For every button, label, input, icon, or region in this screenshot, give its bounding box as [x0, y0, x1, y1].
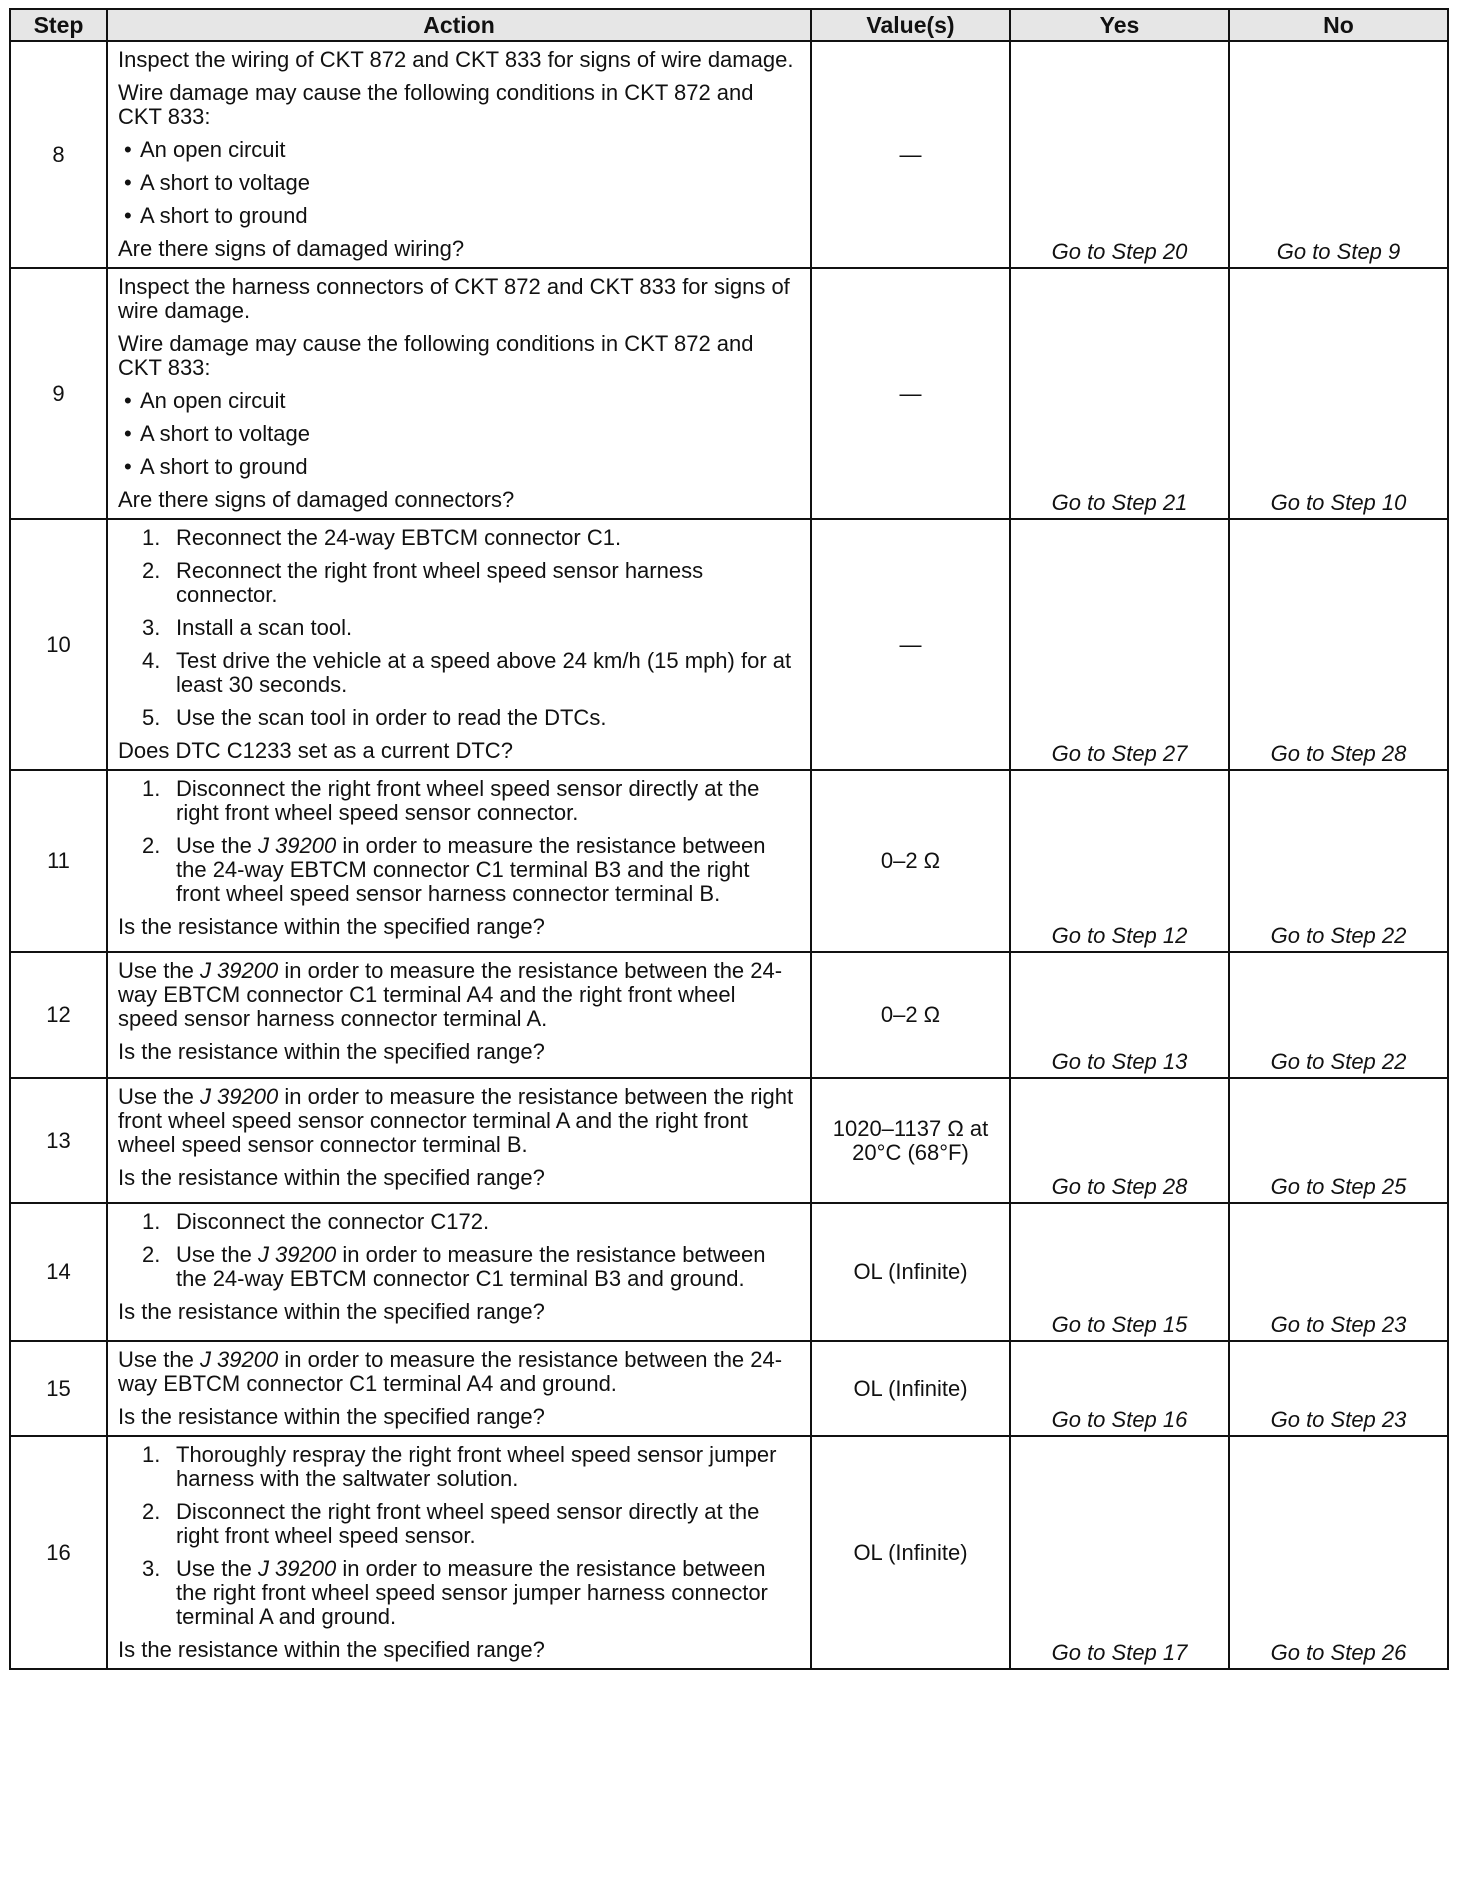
header-action: Action: [107, 9, 811, 41]
action-question: Are there signs of damaged wiring?: [118, 236, 465, 261]
action-cell: [107, 1341, 811, 1436]
step-index: 2.: [142, 1499, 161, 1524]
value-cell: 1020–1137 Ω at 20°C (68°F): [811, 1078, 1010, 1203]
table-row: [10, 268, 1448, 519]
step-index: 2.: [142, 558, 161, 583]
yes-result: Go to Step 21: [1010, 268, 1229, 519]
value-cell: 0–2 Ω: [811, 952, 1010, 1078]
action-text: Reconnect the right front wheel speed sensor harness connector.: [176, 558, 704, 607]
action-question: Is the resistance within the specified range?: [118, 1299, 545, 1324]
action-text: Disconnect the right front wheel speed sensor directly at the right front wheel speed sensor connector.: [176, 776, 760, 825]
step-index: 5.: [142, 705, 161, 730]
procedure-step: [118, 777, 798, 825]
tool-name: J 39200: [257, 833, 337, 858]
action-paragraph: [118, 275, 798, 323]
action-cell: [107, 952, 811, 1078]
action-text: Wire damage may cause the following conditions in CKT 872 and CKT 833:: [118, 331, 754, 380]
step-index: 1.: [142, 525, 161, 550]
action-paragraph: [118, 1348, 798, 1396]
action-text: in order to measure the resistance between the 24-way EBTCM connector C1 terminal B3 and the right front wheel speed sensor harness connector terminal B.: [176, 833, 766, 906]
yes-result: Go to Step 28: [1010, 1078, 1229, 1203]
step-number: 14: [10, 1203, 107, 1341]
action-question: Is the resistance within the specified range?: [118, 914, 545, 939]
action-text: Thoroughly respray the right front wheel speed sensor jumper harness with the saltwater solution.: [176, 1442, 777, 1491]
no-result: Go to Step 25: [1229, 1078, 1448, 1203]
procedure-step: [118, 706, 798, 730]
table-row: [10, 770, 1448, 952]
action-text: A short to ground: [140, 203, 308, 228]
action-text: Use the: [176, 833, 258, 858]
step-index: 3.: [142, 615, 161, 640]
procedure-step: [118, 1210, 798, 1234]
action-question: Is the resistance within the specified range?: [118, 1039, 545, 1064]
step-index: 3.: [142, 1556, 161, 1581]
step-number: 8: [10, 41, 107, 268]
procedure-step: [118, 834, 798, 906]
step-number: 13: [10, 1078, 107, 1203]
tool-name: J 39200: [199, 1347, 279, 1372]
action-text: Use the scan tool in order to read the DTCs.: [176, 705, 607, 730]
step-number: 11: [10, 770, 107, 952]
condition-item: [118, 138, 798, 162]
action-paragraph: [118, 81, 798, 129]
action-text: Disconnect the connector C172.: [176, 1209, 490, 1234]
table-row: [10, 1341, 1448, 1436]
action-text: Use the: [118, 1084, 200, 1109]
action-question: Are there signs of damaged connectors?: [118, 487, 515, 512]
condition-list: [118, 138, 798, 228]
action-cell: [107, 1078, 811, 1203]
step-number: 15: [10, 1341, 107, 1436]
action-text: An open circuit: [140, 388, 286, 413]
step-index: 2.: [142, 1242, 161, 1267]
action-cell: [107, 1203, 811, 1341]
action-text: Use the: [118, 1347, 200, 1372]
action-paragraph: [118, 332, 798, 380]
action-text: in order to measure the resistance between the 24-way EBTCM connector C1 terminal A4 and the right front wheel speed sensor harness connector terminal A.: [118, 958, 783, 1031]
action-text: A short to ground: [140, 454, 308, 479]
table-row: [10, 1203, 1448, 1341]
condition-item: [118, 389, 798, 413]
no-result: Go to Step 22: [1229, 770, 1448, 952]
yes-result: Go to Step 17: [1010, 1436, 1229, 1669]
action-cell: [107, 770, 811, 952]
step-number: 12: [10, 952, 107, 1078]
yes-result: Go to Step 20: [1010, 41, 1229, 268]
action-paragraph: [118, 48, 798, 72]
step-index: 1.: [142, 1442, 161, 1467]
condition-item: [118, 171, 798, 195]
diagnostic-table: [9, 8, 1449, 1670]
action-text: in order to measure the resistance between the 24-way EBTCM connector C1 terminal A4 and ground.: [118, 1347, 783, 1396]
action-text: Inspect the wiring of CKT 872 and CKT 833 for signs of wire damage.: [118, 47, 794, 72]
action-text: Test drive the vehicle at a speed above 24 km/h (15 mph) for at least 30 seconds.: [176, 648, 792, 697]
tool-name: J 39200: [199, 1084, 279, 1109]
action-text: in order to measure the resistance between the right front wheel speed sensor jumper harness connector terminal A and ground.: [176, 1556, 768, 1629]
action-question: Is the resistance within the specified range?: [118, 1404, 545, 1429]
condition-list: [118, 389, 798, 479]
action-cell: [107, 268, 811, 519]
step-index: 2.: [142, 833, 161, 858]
tool-name: J 39200: [199, 958, 279, 983]
diagnostic-table-sheet: [9, 8, 1447, 1670]
table-row: [10, 1436, 1448, 1669]
step-number: 16: [10, 1436, 107, 1669]
action-question: Does DTC C1233 set as a current DTC?: [118, 738, 513, 763]
step-index: 4.: [142, 648, 161, 673]
action-text: Install a scan tool.: [176, 615, 353, 640]
procedure-step: [118, 1243, 798, 1291]
header-no: No: [1229, 9, 1448, 41]
action-paragraph: [118, 959, 798, 1031]
value-cell: OL (Infinite): [811, 1341, 1010, 1436]
procedure-list: [118, 1210, 798, 1291]
action-text: An open circuit: [140, 137, 286, 162]
value-cell: —: [811, 519, 1010, 770]
condition-item: [118, 455, 798, 479]
procedure-step: [118, 1500, 798, 1548]
no-result: Go to Step 9: [1229, 41, 1448, 268]
table-row: [10, 1078, 1448, 1203]
tool-name: J 39200: [257, 1556, 337, 1581]
header-step: Step: [10, 9, 107, 41]
table-row: [10, 952, 1448, 1078]
action-text: in order to measure the resistance between the 24-way EBTCM connector C1 terminal B3 and ground.: [176, 1242, 766, 1291]
step-index: 1.: [142, 776, 161, 801]
step-number: 10: [10, 519, 107, 770]
procedure-list: [118, 777, 798, 906]
procedure-list: [118, 526, 798, 730]
procedure-step: [118, 1557, 798, 1629]
action-text: Reconnect the 24-way EBTCM connector C1.: [176, 525, 622, 550]
action-question: Is the resistance within the specified range?: [118, 1165, 545, 1190]
value-cell: OL (Infinite): [811, 1436, 1010, 1669]
action-question: Is the resistance within the specified range?: [118, 1637, 545, 1662]
action-cell: [107, 1436, 811, 1669]
value-cell: —: [811, 41, 1010, 268]
table-row: [10, 41, 1448, 268]
action-text: Inspect the harness connectors of CKT 872 and CKT 833 for signs of wire damage.: [118, 274, 790, 323]
no-result: Go to Step 23: [1229, 1341, 1448, 1436]
action-cell: [107, 41, 811, 268]
no-result: Go to Step 22: [1229, 952, 1448, 1078]
table-row: [10, 519, 1448, 770]
procedure-step: [118, 616, 798, 640]
yes-result: Go to Step 27: [1010, 519, 1229, 770]
procedure-step: [118, 1443, 798, 1491]
no-result: Go to Step 28: [1229, 519, 1448, 770]
header-values: Value(s): [811, 9, 1010, 41]
tool-name: J 39200: [257, 1242, 337, 1267]
no-result: Go to Step 10: [1229, 268, 1448, 519]
value-cell: OL (Infinite): [811, 1203, 1010, 1341]
no-result: Go to Step 23: [1229, 1203, 1448, 1341]
procedure-step: [118, 526, 798, 550]
value-cell: 0–2 Ω: [811, 770, 1010, 952]
action-text: A short to voltage: [140, 421, 310, 446]
yes-result: Go to Step 15: [1010, 1203, 1229, 1341]
action-paragraph: [118, 1085, 798, 1157]
yes-result: Go to Step 12: [1010, 770, 1229, 952]
step-number: 9: [10, 268, 107, 519]
action-cell: [107, 519, 811, 770]
procedure-step: [118, 649, 798, 697]
step-index: 1.: [142, 1209, 161, 1234]
action-text: Wire damage may cause the following conditions in CKT 872 and CKT 833:: [118, 80, 754, 129]
no-result: Go to Step 26: [1229, 1436, 1448, 1669]
action-text: A short to voltage: [140, 170, 310, 195]
condition-item: [118, 204, 798, 228]
yes-result: Go to Step 13: [1010, 952, 1229, 1078]
header-row: [10, 9, 1448, 41]
condition-item: [118, 422, 798, 446]
procedure-list: [118, 1443, 798, 1629]
action-text: Disconnect the right front wheel speed sensor directly at the right front wheel speed sensor.: [176, 1499, 760, 1548]
header-yes: Yes: [1010, 9, 1229, 41]
action-text: Use the: [118, 958, 200, 983]
yes-result: Go to Step 16: [1010, 1341, 1229, 1436]
procedure-step: [118, 559, 798, 607]
action-text: Use the: [176, 1242, 258, 1267]
action-text: in order to measure the resistance between the right front wheel speed sensor connector terminal A and the right front wheel speed sensor connector terminal B.: [118, 1084, 794, 1157]
value-cell: —: [811, 268, 1010, 519]
action-text: Use the: [176, 1556, 258, 1581]
